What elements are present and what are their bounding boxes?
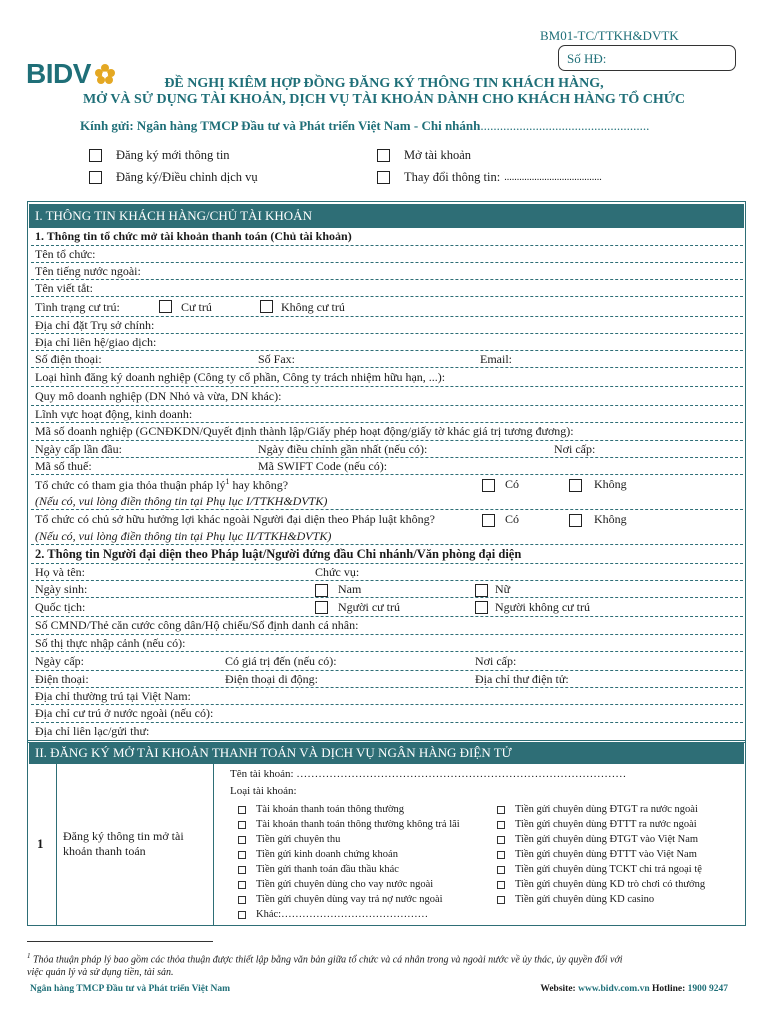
first-issue-date-label: Ngày cấp lần đầu:	[35, 442, 122, 456]
row-tax-swift[interactable]	[31, 458, 743, 475]
telephone-label: Điện thoại:	[35, 672, 89, 686]
hotline-label: Hotline:	[649, 984, 688, 994]
row-id-number[interactable]	[31, 617, 743, 635]
yes-label: Có	[505, 512, 520, 526]
document-code: BM01-TC/TTKH&DVTK	[540, 28, 679, 43]
acct-type-checkbox[interactable]	[497, 836, 505, 844]
open-account-label: Mở tài khoản	[404, 148, 472, 162]
yes-label: Có	[505, 477, 520, 491]
row-short-name[interactable]	[31, 280, 743, 297]
row-beneficial-owner	[31, 510, 743, 529]
acct-type-label: Tiền gửi kinh doanh chứng khoán	[256, 849, 398, 860]
acct-type-checkbox[interactable]	[497, 896, 505, 904]
row-mailing-address[interactable]	[31, 723, 743, 740]
male-label: Nam	[338, 582, 362, 596]
row-sub2	[31, 545, 743, 564]
beneficial-owner-yes-checkbox[interactable]	[482, 514, 495, 527]
acct-type-label: Tài khoản thanh toán thông thường	[256, 804, 405, 815]
footnote-text-l2: việc quản lý và sử dụng tiền, tài sản.	[27, 967, 174, 979]
no-label: Không	[594, 477, 627, 491]
business-type-label: Loại hình đăng ký doanh nghiệp (Công ty cổ phần, Công ty trách nhiệm hữu hạn, ...):	[35, 370, 446, 384]
row-appendix1	[31, 494, 743, 510]
phone-label: Số điện thoại:	[35, 352, 102, 366]
acct-type-item[interactable]	[238, 877, 460, 892]
appendix1-note: (Nếu có, vui lòng điền thông tin tại Phụ lục I/TTKH&DVTK)	[35, 494, 328, 508]
form-title-line2: MỞ VÀ SỬ DỤNG TÀI KHOẢN, DỊCH VỤ TÀI KHOẢN DÀNH CHO KHÁCH HÀNG TỔ CHỨC	[82, 92, 686, 107]
acct-type-label: Tiền gửi chuyên dùng ĐTTT ra nước ngoài	[515, 819, 697, 830]
id-number-label: Số CMND/Thẻ căn cước công dân/Hộ chiếu/Số định danh cá nhân:	[35, 618, 359, 632]
acct-type-label: Tài khoản thanh toán thông thường không trả lãi	[256, 819, 460, 830]
resident-person-checkbox[interactable]	[315, 601, 328, 614]
short-name-label: Tên viết tắt:	[35, 281, 93, 295]
service-adjust-label: Đăng ký/Điều chỉnh dịch vụ	[116, 170, 258, 184]
acct-type-item[interactable]	[497, 862, 705, 877]
change-info-dots: .......................................	[504, 172, 602, 183]
email-label: Email:	[480, 352, 512, 366]
female-checkbox[interactable]	[475, 584, 488, 597]
acct-type-checkbox[interactable]	[497, 821, 505, 829]
visa-label: Số thị thực nhập cảnh (nếu có):	[35, 636, 186, 650]
change-info-label: Thay đổi thông tin:	[404, 170, 501, 184]
rep-email-label: Địa chỉ thư điện tử:	[475, 672, 569, 686]
website-label: Website:	[540, 984, 579, 994]
nonresident-person-label: Người không cư trú	[495, 600, 591, 614]
beneficial-owner-no-checkbox[interactable]	[569, 514, 582, 527]
female-label: Nữ	[495, 582, 511, 596]
account-name-field[interactable]: Tên tài khoản: ………………………………………………………………………………	[230, 768, 627, 780]
subsection2-title: 2. Thông tin Người đại diện theo Pháp luật/Người đứng đầu Chi nhánh/Văn phòng đại diện	[35, 547, 522, 561]
appendix2-note: (Nếu có, vui lòng điền thông tin tại Phụ lục II/TTKH&DVTK)	[35, 529, 332, 543]
acct-type-item[interactable]	[238, 832, 460, 847]
position-label: Chức vụ:	[315, 565, 360, 579]
row-phone-fax-email[interactable]	[31, 351, 743, 368]
contract-number-label: Số HĐ:	[567, 51, 607, 66]
fax-label: Số Fax:	[258, 352, 296, 366]
acct-type-checkbox[interactable]	[497, 866, 505, 874]
recipient-line	[80, 118, 649, 134]
acct-type-item[interactable]	[497, 847, 705, 862]
acct-type-checkbox[interactable]	[238, 866, 246, 874]
acct-type-item[interactable]	[238, 802, 460, 817]
acct-type-checkbox[interactable]	[238, 806, 246, 814]
business-field-label: Lĩnh vực hoạt động, kinh doanh:	[35, 407, 193, 421]
non-resident-label: Không cư trú	[281, 300, 345, 314]
contract-number-field[interactable]	[558, 45, 736, 71]
head-office-label: Địa chỉ đặt Trụ sở chính:	[35, 318, 155, 332]
mobile-label: Điện thoại di động:	[225, 672, 318, 686]
issue-place-label: Nơi cấp:	[554, 442, 596, 456]
acct-type-label: Khác:……………………………………	[256, 909, 429, 920]
valid-until-label: Có giá trị đến (nếu có):	[225, 654, 337, 668]
permanent-address-label: Địa chỉ thường trú tại Việt Nam:	[35, 689, 191, 703]
resident-label: Cư trú	[181, 300, 212, 314]
id-issue-place-label: Nơi cấp:	[475, 654, 517, 668]
row-business-code[interactable]	[31, 423, 743, 441]
row-appendix2	[31, 529, 743, 545]
row-sub1	[31, 229, 743, 246]
hotline-number: 1900 9247	[687, 984, 728, 994]
nonresident-person-checkbox[interactable]	[475, 601, 488, 614]
latest-adjust-date-label: Ngày điều chỉnh gần nhất (nếu có):	[258, 442, 428, 456]
acct-type-item[interactable]	[238, 907, 460, 922]
acct-type-item[interactable]	[238, 847, 460, 862]
swift-code-label: Mã SWIFT Code (nếu có):	[258, 459, 388, 473]
tax-code-label: Mã số thuế:	[35, 459, 92, 473]
row-business-field[interactable]	[31, 406, 743, 423]
acct-type-label: Tiền gửi chuyên dùng ĐTGT vào Việt Nam	[515, 834, 699, 845]
footnote-ref: 1	[225, 477, 230, 486]
dob-label: Ngày sinh:	[35, 582, 88, 596]
section2-divider2	[213, 764, 214, 926]
business-scale-label: Quy mô doanh nghiệp (DN Nhỏ và vừa, DN khác):	[35, 389, 282, 403]
acct-type-checkbox[interactable]	[497, 806, 505, 814]
acct-type-item[interactable]	[497, 832, 705, 847]
account-type-label: Loại tài khoản:	[230, 785, 297, 797]
service-adjust-checkbox[interactable]	[89, 171, 102, 184]
acct-type-item[interactable]	[238, 892, 460, 907]
branch-dots: ....................................................	[480, 118, 650, 133]
foreign-address-label: Địa chỉ cư trú ở nước ngoài (nếu có):	[35, 706, 214, 720]
row-name-position[interactable]	[31, 564, 743, 581]
row-permanent-address[interactable]	[31, 688, 743, 705]
acct-type-label: Tiền gửi chuyên dùng cho vay nước ngoài	[256, 879, 434, 890]
subsection1-title: 1. Thông tin tổ chức mở tài khoản thanh toán (Chủ tài khoản)	[35, 229, 352, 243]
acct-type-label: Tiền gửi chuyên dùng vay trả nợ nước ngoài	[256, 894, 443, 905]
row-contact-address[interactable]	[31, 334, 743, 351]
row-business-type[interactable]	[31, 368, 743, 387]
acct-type-item[interactable]	[238, 862, 460, 877]
legal-arrangement-yes-checkbox[interactable]	[482, 479, 495, 492]
acct-type-checkbox[interactable]	[238, 896, 246, 904]
row-nationality	[31, 598, 743, 617]
acct-type-checkbox[interactable]	[238, 881, 246, 889]
no-label: Không	[594, 512, 627, 526]
account-types-right	[497, 802, 705, 907]
footnote	[27, 950, 727, 979]
acct-type-item[interactable]	[238, 817, 460, 832]
acct-type-item[interactable]	[497, 802, 705, 817]
legal-arrangement-text2: hay không?	[229, 478, 289, 492]
acct-type-label: Tiền gửi chuyên dùng KD casino	[515, 894, 655, 905]
acct-type-item[interactable]	[497, 817, 705, 832]
mailing-address-label: Địa chỉ liên lạc/gửi thư:	[35, 724, 150, 738]
footer-bank-name: Ngân hàng TMCP Đầu tư và Phát triển Việt Nam	[30, 984, 231, 994]
legal-arrangement-no-checkbox[interactable]	[569, 479, 582, 492]
row-residency	[31, 297, 743, 317]
account-registration-label-l2: khoản thanh toán	[63, 844, 146, 858]
row-issue-dates[interactable]	[31, 441, 743, 458]
acct-type-checkbox[interactable]	[238, 821, 246, 829]
row-foreign-name[interactable]	[31, 263, 743, 280]
full-name-label: Họ và tên:	[35, 565, 85, 579]
website-link[interactable]: www.bidv.com.vn	[578, 984, 650, 994]
row-id-issue[interactable]	[31, 652, 743, 671]
acct-type-label: Tiền gửi chuyên dùng ĐTTT vào Việt Nam	[515, 849, 697, 860]
footer-contact	[540, 984, 728, 994]
section2-divider1	[56, 764, 57, 926]
change-info-checkbox[interactable]	[377, 171, 390, 184]
residency-label: Tình trạng cư trú:	[35, 300, 120, 314]
acct-type-checkbox[interactable]	[497, 851, 505, 859]
footnote-separator	[27, 941, 213, 942]
acct-type-label: Tiền gửi chuyên thu	[256, 834, 341, 845]
new-registration-checkbox[interactable]	[89, 149, 102, 162]
row-org-name[interactable]	[31, 246, 743, 263]
account-registration-label-l1: Đăng ký thông tin mở tài	[63, 829, 184, 843]
id-issue-date-label: Ngày cấp:	[35, 654, 84, 668]
acct-type-checkbox[interactable]	[238, 836, 246, 844]
acct-type-label: Tiền gửi chuyên dùng KD trò chơi có thưởng	[515, 879, 706, 890]
acct-type-checkbox[interactable]	[497, 881, 505, 889]
resident-checkbox[interactable]	[159, 300, 172, 313]
row-business-scale[interactable]	[31, 387, 743, 406]
org-name-label: Tên tổ chức:	[35, 247, 96, 261]
non-resident-checkbox[interactable]	[260, 300, 273, 313]
open-account-checkbox[interactable]	[377, 149, 390, 162]
acct-type-checkbox[interactable]	[238, 911, 246, 919]
footnote-text-l1: Thỏa thuận pháp lý bao gồm các thỏa thuận được thiết lập bằng văn bản giữa tổ chức và cá nhân trong và ngoài nước về ủy thác, ủy quyền đối với	[30, 954, 623, 966]
legal-arrangement-text: Tổ chức có tham gia thỏa thuận pháp lý	[35, 478, 226, 492]
acct-type-item[interactable]	[497, 892, 705, 907]
row-number: 1	[37, 836, 44, 851]
beneficial-owner-question: Tổ chức có chủ sở hữu hưởng lợi khác ngoài Người đại diện theo Pháp luật không?	[35, 512, 435, 526]
contact-address-label: Địa chỉ liên hệ/giao dịch:	[35, 335, 157, 349]
acct-type-label: Tiền gửi chuyên dùng TCKT chi trả ngoại tệ	[515, 864, 702, 875]
logo-text: BIDV	[26, 58, 91, 89]
acct-type-label: Tiền gửi chuyên dùng ĐTGT ra nước ngoài	[515, 804, 698, 815]
recipient-text: Kính gửi: Ngân hàng TMCP Đầu tư và Phát triển Việt Nam - Chi nhánh	[80, 118, 481, 133]
legal-arrangement-question	[35, 477, 288, 493]
row-visa[interactable]	[31, 635, 743, 652]
row-legal-arrangement	[31, 475, 743, 494]
row-contact-phones[interactable]	[31, 671, 743, 688]
new-registration-label: Đăng ký mới thông tin	[116, 148, 230, 162]
account-registration-label	[63, 829, 184, 859]
acct-type-item[interactable]	[497, 877, 705, 892]
foreign-name-label: Tên tiếng nước ngoài:	[35, 264, 141, 278]
section2-header: II. ĐĂNG KÝ MỞ TÀI KHOẢN THANH TOÁN VÀ DỊCH VỤ NGÂN HÀNG ĐIỆN TỬ	[29, 742, 744, 764]
row-foreign-address[interactable]	[31, 705, 743, 723]
row-head-office[interactable]	[31, 317, 743, 334]
section1-header: I. THÔNG TIN KHÁCH HÀNG/CHỦ TÀI KHOẢN	[29, 204, 744, 228]
acct-type-label: Tiền gửi thanh toán đầu thầu khác	[256, 864, 399, 875]
account-types-left	[238, 802, 460, 922]
nationality-label: Quốc tịch:	[35, 600, 86, 614]
male-checkbox[interactable]	[315, 584, 328, 597]
footnote-number: 1	[27, 952, 31, 960]
resident-person-label: Người cư trú	[338, 600, 401, 614]
form-title-line1: ĐỀ NGHỊ KIÊM HỢP ĐỒNG ĐĂNG KÝ THÔNG TIN KHÁCH HÀNG,	[164, 76, 604, 91]
acct-type-checkbox[interactable]	[238, 851, 246, 859]
row-dob-gender	[31, 581, 743, 598]
business-code-label: Mã số doanh nghiệp (GCNĐKDN/Quyết định thành lập/Giấy phép hoạt động/giấy tờ khác giá trị tương đương):	[35, 424, 574, 438]
